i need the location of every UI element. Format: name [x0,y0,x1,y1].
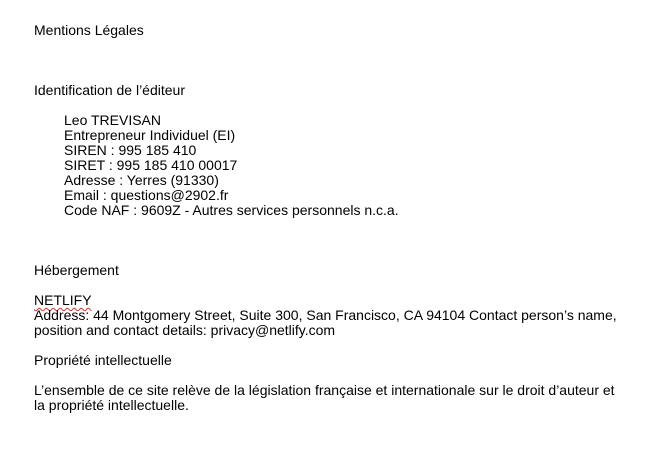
editor-details [34,113,629,218]
editor-siren: SIREN : 995 185 410 [64,142,197,158]
hosting-section-heading: Hébergement [34,262,119,278]
editor-section [34,83,629,218]
editor-status: Entrepreneur Individuel (EI) [64,127,236,143]
editor-naf-code: Code NAF : 9609Z - Autres services personnels n.c.a. [64,202,399,218]
hosting-section [34,263,629,338]
page-title: Mentions Légales [34,22,144,38]
hosting-provider-name [34,293,629,308]
hosting-address: Address: 44 Montgomery Street, Suite 300, San Francisco, CA 94104 Contact person’s name, position and contact details: privacy@netlify.com [34,307,617,338]
editor-name: Leo TREVISAN [64,112,162,128]
editor-address: Adresse : Yerres (91330) [64,172,219,188]
ip-section-text: L’ensemble de ce site relève de la législation française et internationale sur le droit d’auteur et la propriété intellectuelle. [34,382,615,413]
spacer [34,38,629,83]
editor-email: Email : questions@2902.fr [64,187,229,203]
hosting-provider-label: NETLIFY [34,292,92,308]
intellectual-property-section [34,353,629,413]
editor-siret: SIRET : 995 185 410 00017 [64,157,238,173]
editor-section-heading: Identification de l’éditeur [34,82,185,98]
spacer [34,338,629,353]
ip-section-heading: Propriété intellectuelle [34,352,172,368]
spacer [34,218,629,263]
